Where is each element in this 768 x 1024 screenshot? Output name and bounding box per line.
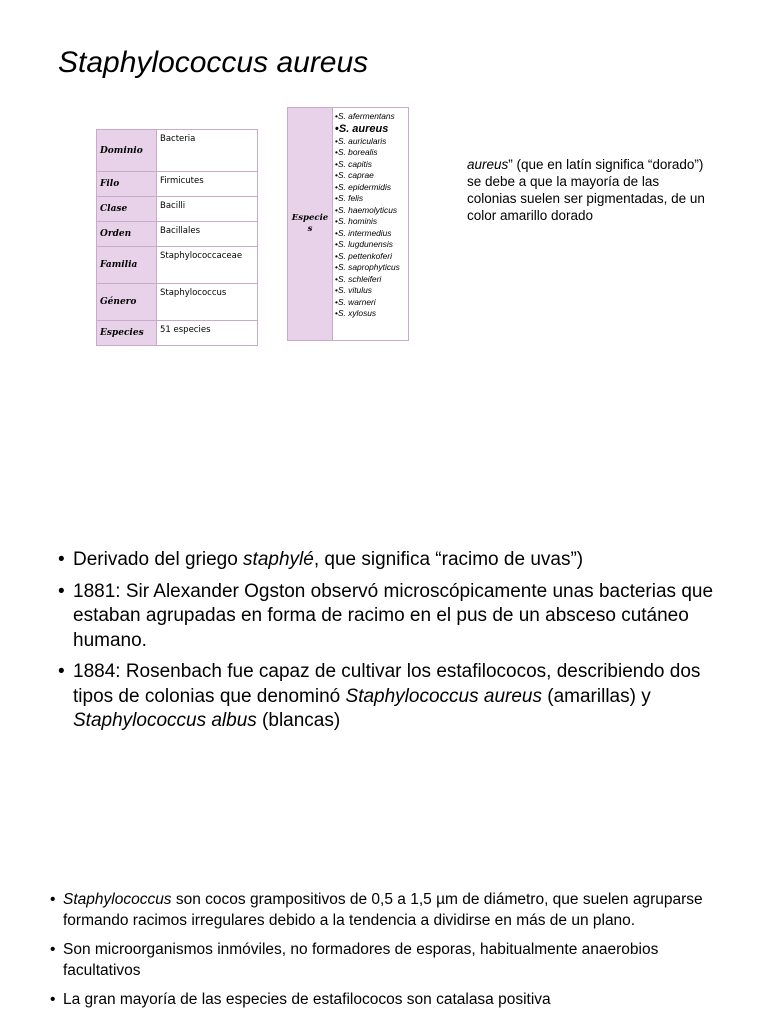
- history-list: [58, 548, 728, 741]
- taxonomy-key: Especies: [97, 321, 157, 346]
- species-item: • S. vitulus: [335, 285, 400, 297]
- species-item: • S. haemolyticus: [335, 205, 400, 217]
- species-item: • S. caprae: [335, 170, 400, 182]
- text-run: (amarillas) y: [541, 685, 651, 707]
- species-list: [333, 108, 400, 340]
- taxonomy-value: Staphylococcaceae: [157, 247, 258, 284]
- species-item: • S. saprophyticus: [335, 262, 400, 274]
- taxonomy-value: Firmicutes: [157, 172, 258, 197]
- species-item: • S. hominis: [335, 216, 400, 228]
- text-run: staphylé: [243, 549, 314, 570]
- list-item: [58, 548, 728, 573]
- taxonomy-value: Bacilli: [157, 197, 258, 222]
- taxonomy-key: Orden: [97, 222, 157, 247]
- species-item: • S. intermedius: [335, 228, 400, 240]
- species-item: • S. xylosus: [335, 308, 400, 320]
- species-item: • S. pettenkoferi: [335, 251, 400, 263]
- text-run: Staphylococcus: [63, 891, 172, 908]
- taxonomy-value: 51 especies: [157, 321, 258, 346]
- text-run: son cocos grampositivos de 0,5 a 1,5 µm de diámetro, que suelen agruparse formando racimos irregulares debido a la tendencia a dividirse en más de un plano.: [63, 891, 703, 929]
- species-item: • S. felis: [335, 193, 400, 205]
- list-item: • 1881: Sir Alexander Ogston observó microscópicamente unas bacterias que estaban agrupadas en forma de racimo en el pus de un absceso cutáneo humano.: [58, 580, 728, 654]
- etymology-note: [467, 156, 707, 224]
- taxonomy-value: Bacillales: [157, 222, 258, 247]
- page-title: [58, 46, 368, 80]
- taxonomy-row: [97, 130, 258, 172]
- species-item: • S. schleiferi: [335, 274, 400, 286]
- list-item: [50, 890, 720, 931]
- taxonomy-row: [97, 284, 258, 321]
- species-item: • S. aureus: [335, 123, 400, 136]
- species-label: Especies: [288, 108, 333, 340]
- taxonomy-row: [97, 197, 258, 222]
- taxonomy-row: [97, 172, 258, 197]
- taxonomy-row: [97, 222, 258, 247]
- list-item: • Son microorganismos inmóviles, no formadores de esporas, habitualmente anaerobios facultativos: [50, 940, 720, 981]
- etymology-text: ” (que en latín significa “dorado”) se debe a que la mayoría de las colonias suelen ser pigmentadas, de un color amarillo dorado: [467, 157, 705, 223]
- species-item: • S. capitis: [335, 159, 400, 171]
- taxonomy-key: Género: [97, 284, 157, 321]
- taxonomy-value: Bacteria: [157, 130, 258, 172]
- list-item: [58, 660, 728, 734]
- taxonomy-key: Dominio: [97, 130, 157, 172]
- species-item: • S. lugdunensis: [335, 239, 400, 251]
- text-run: Staphylococcus aureus: [345, 685, 542, 707]
- text-run: (blancas): [256, 710, 341, 731]
- species-item: • S. auricularis: [335, 136, 400, 148]
- taxonomy-key: Filo: [97, 172, 157, 197]
- text-run: , que significa “racimo de uvas”): [313, 549, 584, 570]
- species-item: • S. warneri: [335, 297, 400, 309]
- taxonomy-key: Familia: [97, 247, 157, 284]
- list-item: • La gran mayoría de las especies de estafilococos son catalasa positiva: [50, 990, 720, 1011]
- title-text: Staphylococcus aureus: [58, 46, 369, 79]
- etymology-lead: aureus: [467, 157, 509, 172]
- species-table: [287, 107, 409, 341]
- text-run: 1884: Rosenbach fue capaz de cultivar los estafilococos, describiendo dos tipos de colonias que denominó: [73, 661, 701, 707]
- species-item: • S. borealis: [335, 147, 400, 159]
- species-item: • S. afermentans: [335, 111, 400, 123]
- text-run: Staphylococcus albus: [73, 710, 257, 731]
- taxonomy-key: Clase: [97, 197, 157, 222]
- taxonomy-table: [96, 129, 258, 346]
- taxonomy-row: [97, 247, 258, 284]
- text-run: Derivado del griego: [73, 549, 244, 570]
- taxonomy-value: Staphylococcus: [157, 284, 258, 321]
- species-item: • S. epidermidis: [335, 182, 400, 194]
- taxonomy-row: [97, 321, 258, 346]
- characteristics-list: [50, 890, 720, 1020]
